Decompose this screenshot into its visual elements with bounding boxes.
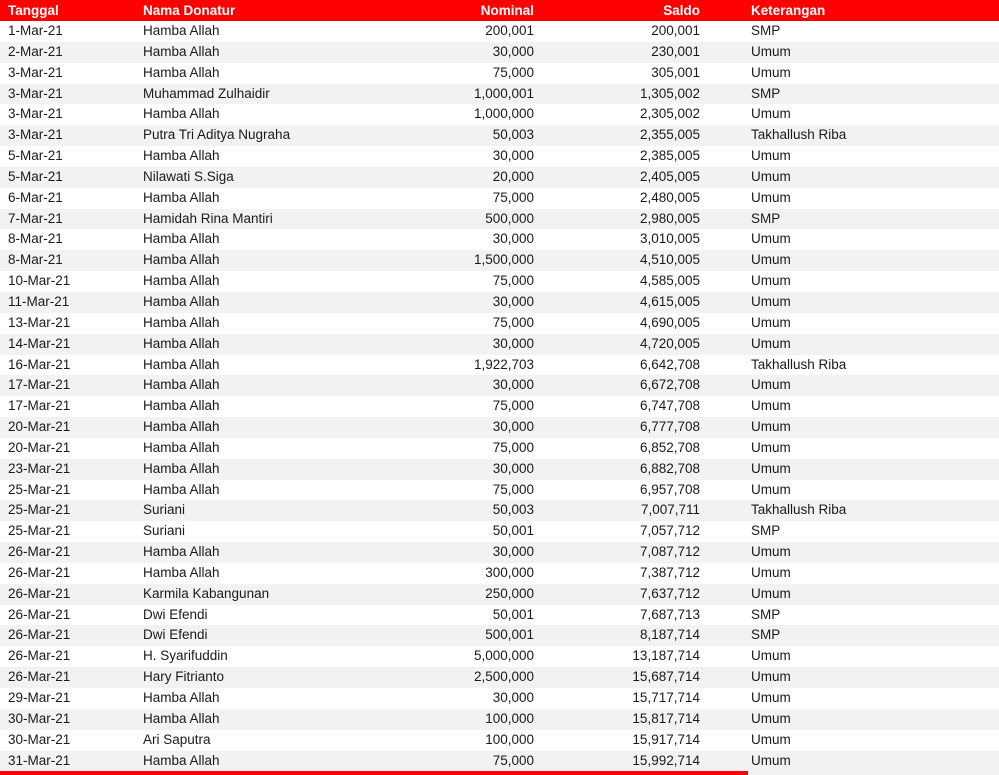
table-row — [0, 438, 999, 459]
cell-keterangan[interactable]: Umum — [751, 731, 791, 747]
cell-tanggal[interactable]: 8-Mar-21 — [8, 252, 63, 268]
cell-tanggal[interactable]: 26-Mar-21 — [8, 585, 71, 601]
cell-keterangan[interactable]: SMP — [751, 606, 781, 622]
cell-keterangan[interactable]: Umum — [751, 439, 791, 455]
table-row — [0, 542, 999, 563]
cell-saldo[interactable]: 3,010,005 — [639, 231, 700, 247]
cell-nominal[interactable]: 500,000 — [485, 210, 534, 226]
cell-nama-donatur[interactable]: Hamba Allah — [143, 148, 220, 164]
table-row — [0, 563, 999, 584]
cell-keterangan[interactable]: SMP — [751, 627, 781, 643]
cell-nama-donatur[interactable]: Hamba Allah — [143, 356, 220, 372]
cell-keterangan[interactable]: Umum — [751, 64, 791, 80]
cell-keterangan[interactable]: SMP — [751, 210, 781, 226]
column-header-tanggal[interactable]: Tanggal — [0, 0, 136, 21]
cell-tanggal[interactable]: 5-Mar-21 — [8, 148, 63, 164]
cell-tanggal[interactable]: 26-Mar-21 — [8, 606, 71, 622]
cell-nominal[interactable]: 30,000 — [492, 43, 534, 59]
cell-tanggal[interactable]: 3-Mar-21 — [8, 85, 63, 101]
table-row — [0, 188, 999, 209]
cell-nama-donatur[interactable]: Hamba Allah — [143, 64, 220, 80]
cell-nominal[interactable]: 5,000,000 — [473, 648, 534, 664]
cell-nominal[interactable]: 75,000 — [492, 64, 534, 80]
cell-tanggal[interactable]: 2-Mar-21 — [8, 43, 63, 59]
cell-keterangan[interactable]: SMP — [751, 85, 781, 101]
cell-nama-donatur[interactable]: Hamba Allah — [143, 252, 220, 268]
cell-keterangan[interactable]: Umum — [751, 106, 791, 122]
cell-keterangan[interactable]: Umum — [751, 252, 791, 268]
cell-nama-donatur[interactable]: Hamba Allah — [143, 460, 220, 476]
table-row — [0, 417, 999, 438]
cell-nama-donatur[interactable]: Suriani — [143, 502, 186, 518]
cell-saldo[interactable]: 2,405,005 — [639, 168, 700, 184]
cell-nama-donatur[interactable]: Nilawati S.Siga — [143, 168, 234, 184]
cell-nominal[interactable]: 30,000 — [492, 231, 534, 247]
table-row — [0, 646, 999, 667]
column-header-saldo[interactable]: Saldo — [536, 0, 702, 21]
cell-keterangan[interactable]: Umum — [751, 710, 791, 726]
cell-nominal[interactable]: 50,003 — [492, 502, 534, 518]
red-bar — [0, 771, 748, 775]
cell-tanggal[interactable]: 10-Mar-21 — [8, 273, 71, 289]
table-header — [0, 0, 999, 21]
cell-keterangan[interactable]: Umum — [751, 648, 791, 664]
cell-keterangan[interactable]: Umum — [751, 564, 791, 580]
table-row — [0, 146, 999, 167]
cell-tanggal[interactable]: 25-Mar-21 — [8, 481, 71, 497]
cell-nominal[interactable]: 75,000 — [492, 481, 534, 497]
cell-saldo[interactable]: 15,992,714 — [632, 752, 700, 768]
table-row — [0, 250, 999, 271]
cell-saldo[interactable]: 2,980,005 — [639, 210, 700, 226]
cell-keterangan[interactable]: Umum — [751, 231, 791, 247]
table-row — [0, 125, 999, 146]
cell-keterangan[interactable]: Umum — [751, 752, 791, 768]
column-header-nama-donatur[interactable]: Nama Donatur — [136, 0, 406, 21]
cell-tanggal[interactable]: 20-Mar-21 — [8, 419, 71, 435]
cell-saldo[interactable]: 13,187,714 — [632, 648, 700, 664]
column-header-nominal[interactable]: Nominal — [406, 0, 536, 21]
cell-nominal[interactable]: 30,000 — [492, 293, 534, 309]
cell-nama-donatur[interactable]: Hamba Allah — [143, 752, 220, 768]
cell-tanggal[interactable]: 1-Mar-21 — [8, 23, 63, 38]
cell-keterangan[interactable]: Umum — [751, 335, 791, 351]
cell-nama-donatur[interactable]: Muhammad Zulhaidir — [143, 85, 270, 101]
cell-nama-donatur[interactable]: Karmila Kabangunan — [143, 585, 270, 601]
cell-tanggal[interactable]: 26-Mar-21 — [8, 669, 71, 685]
cell-saldo[interactable]: 2,355,005 — [639, 127, 700, 143]
cell-saldo[interactable]: 7,007,711 — [640, 502, 700, 518]
cell-nominal[interactable]: 300,000 — [485, 564, 534, 580]
cell-saldo[interactable]: 4,510,005 — [639, 252, 700, 268]
cell-saldo[interactable]: 6,957,708 — [639, 481, 700, 497]
cell-nominal[interactable]: 2,500,000 — [473, 669, 534, 685]
cell-nominal[interactable]: 75,000 — [492, 398, 534, 414]
cell-saldo[interactable]: 2,305,002 — [639, 106, 700, 122]
table-row — [0, 625, 999, 646]
table-row — [0, 229, 999, 250]
cell-nominal[interactable]: 50,003 — [492, 127, 534, 143]
cell-tanggal[interactable]: 30-Mar-21 — [8, 731, 71, 747]
cell-saldo[interactable]: 15,917,714 — [632, 731, 700, 747]
table-row — [0, 459, 999, 480]
cell-saldo[interactable]: 4,720,005 — [639, 335, 700, 351]
cell-keterangan[interactable]: SMP — [751, 523, 781, 539]
cell-keterangan[interactable]: Takhallush Riba — [751, 502, 847, 518]
cell-tanggal[interactable]: 29-Mar-21 — [8, 690, 71, 705]
cell-saldo[interactable]: 4,615,005 — [639, 293, 700, 309]
table-row — [0, 605, 999, 626]
cell-nama-donatur[interactable]: Hary Fitrianto — [143, 669, 225, 685]
cell-nama-donatur[interactable]: Dwi Efendi — [143, 606, 208, 622]
cell-tanggal[interactable]: 7-Mar-21 — [8, 210, 63, 226]
cell-nominal[interactable]: 500,001 — [485, 627, 534, 643]
cell-nominal[interactable]: 30,000 — [492, 544, 534, 560]
cell-saldo[interactable]: 8,187,714 — [639, 627, 700, 643]
cell-nama-donatur[interactable]: Hamba Allah — [143, 564, 220, 580]
cell-nama-donatur[interactable]: Hamba Allah — [143, 690, 220, 705]
cell-keterangan[interactable]: Umum — [751, 273, 791, 289]
cell-nominal[interactable]: 1,922,703 — [473, 356, 534, 372]
cell-keterangan[interactable]: Takhallush Riba — [751, 356, 847, 372]
cell-saldo[interactable]: 15,717,714 — [632, 690, 700, 705]
cell-nama-donatur[interactable]: Hamba Allah — [143, 335, 220, 351]
cell-nominal[interactable]: 20,000 — [492, 168, 534, 184]
table-row — [0, 375, 999, 396]
cell-keterangan[interactable]: Umum — [751, 189, 791, 205]
cell-keterangan[interactable]: Umum — [751, 148, 791, 164]
cell-tanggal[interactable]: 6-Mar-21 — [8, 189, 63, 205]
cell-keterangan[interactable]: SMP — [751, 23, 781, 38]
cell-nominal[interactable]: 30,000 — [492, 377, 534, 393]
cell-tanggal[interactable]: 23-Mar-21 — [8, 460, 71, 476]
table-row — [0, 334, 999, 355]
cell-saldo[interactable]: 4,690,005 — [639, 314, 700, 330]
cell-nominal[interactable]: 75,000 — [492, 439, 534, 455]
table-row — [0, 688, 999, 709]
cell-nominal[interactable]: 100,000 — [485, 731, 534, 747]
cell-saldo[interactable]: 15,687,714 — [632, 669, 700, 685]
cell-nama-donatur[interactable]: Hamba Allah — [143, 23, 220, 38]
cell-keterangan[interactable]: Umum — [751, 544, 791, 560]
table-row — [0, 42, 999, 63]
cell-nama-donatur[interactable]: Hamba Allah — [143, 106, 220, 122]
cell-nama-donatur[interactable]: Hamba Allah — [143, 710, 220, 726]
cell-nominal[interactable]: 30,000 — [492, 335, 534, 351]
cell-saldo[interactable]: 7,687,713 — [639, 606, 700, 622]
cell-nama-donatur[interactable]: Hamba Allah — [143, 398, 220, 414]
cell-nominal[interactable]: 1,000,000 — [473, 106, 534, 122]
cell-nama-donatur[interactable]: Putra Tri Aditya Nugraha — [143, 127, 291, 143]
cell-nama-donatur[interactable]: Hamba Allah — [143, 273, 220, 289]
cell-nominal[interactable]: 250,000 — [485, 585, 534, 601]
table-row — [0, 521, 999, 542]
table-row — [0, 292, 999, 313]
cell-nama-donatur[interactable]: Hamba Allah — [143, 544, 220, 560]
cell-tanggal[interactable]: 5-Mar-21 — [8, 168, 63, 184]
cell-nama-donatur[interactable]: Hamba Allah — [143, 439, 220, 455]
cell-tanggal[interactable]: 8-Mar-21 — [8, 231, 63, 247]
cell-nominal[interactable]: 50,001 — [492, 606, 534, 622]
cell-tanggal[interactable]: 26-Mar-21 — [8, 648, 71, 664]
cell-tanggal[interactable]: 14-Mar-21 — [8, 335, 71, 351]
cell-keterangan[interactable]: Umum — [751, 293, 791, 309]
cell-saldo[interactable]: 230,001 — [651, 43, 700, 59]
cell-saldo[interactable]: 7,057,712 — [639, 523, 700, 539]
cell-tanggal[interactable]: 13-Mar-21 — [8, 314, 71, 330]
cell-nama-donatur[interactable]: Hamba Allah — [143, 481, 220, 497]
cell-saldo[interactable]: 15,817,714 — [632, 710, 700, 726]
cell-tanggal[interactable]: 16-Mar-21 — [8, 356, 71, 372]
cell-nominal[interactable]: 50,001 — [492, 523, 534, 539]
cell-tanggal[interactable]: 3-Mar-21 — [8, 127, 63, 143]
cell-nominal[interactable]: 30,000 — [492, 419, 534, 435]
cell-nominal[interactable]: 1,500,000 — [473, 252, 534, 268]
table-row — [0, 396, 999, 417]
cell-keterangan[interactable]: Umum — [751, 398, 791, 414]
table-row — [0, 584, 999, 605]
cell-tanggal[interactable]: 3-Mar-21 — [8, 106, 63, 122]
cell-saldo[interactable]: 6,882,708 — [639, 460, 700, 476]
table-row — [0, 730, 999, 751]
cell-tanggal[interactable]: 17-Mar-21 — [8, 377, 71, 393]
cell-saldo[interactable]: 6,747,708 — [639, 398, 700, 414]
cell-keterangan[interactable]: Umum — [751, 168, 791, 184]
cell-nama-donatur[interactable]: Hamba Allah — [143, 231, 220, 247]
header-row — [0, 0, 999, 21]
cell-nominal[interactable]: 100,000 — [485, 710, 534, 726]
cell-tanggal[interactable]: 26-Mar-21 — [8, 627, 71, 643]
table-row — [0, 271, 999, 292]
table-row — [0, 667, 999, 688]
cell-nama-donatur[interactable]: Dwi Efendi — [143, 627, 208, 643]
table-row — [0, 500, 999, 521]
cell-nominal[interactable]: 200,001 — [485, 23, 534, 38]
cell-keterangan[interactable]: Takhallush Riba — [751, 127, 847, 143]
next-section-header-strip — [0, 771, 999, 775]
cell-tanggal[interactable]: 3-Mar-21 — [8, 64, 63, 80]
cell-nominal[interactable]: 75,000 — [492, 314, 534, 330]
table-body — [0, 21, 999, 771]
cell-saldo[interactable]: 1,305,002 — [639, 85, 700, 101]
table-row — [0, 313, 999, 334]
table-row — [0, 355, 999, 376]
cell-saldo[interactable]: 6,852,708 — [639, 439, 700, 455]
cell-nama-donatur[interactable]: Hamba Allah — [143, 377, 220, 393]
table-row — [0, 709, 999, 730]
cell-nominal[interactable]: 75,000 — [492, 273, 534, 289]
cell-saldo[interactable]: 305,001 — [651, 64, 700, 80]
cell-keterangan[interactable]: Umum — [751, 690, 791, 705]
cell-keterangan[interactable]: Umum — [751, 460, 791, 476]
cell-saldo[interactable]: 2,385,005 — [639, 148, 700, 164]
table-row — [0, 751, 999, 772]
cell-nama-donatur[interactable]: Suriani — [143, 523, 186, 539]
cell-saldo[interactable]: 7,387,712 — [639, 564, 700, 580]
cell-nominal[interactable]: 30,000 — [492, 460, 534, 476]
cell-tanggal[interactable]: 25-Mar-21 — [8, 502, 71, 518]
cell-tanggal[interactable]: 26-Mar-21 — [8, 564, 71, 580]
cell-keterangan[interactable]: Umum — [751, 43, 791, 59]
cell-nama-donatur[interactable]: Hamba Allah — [143, 293, 220, 309]
cell-nominal[interactable]: 75,000 — [492, 752, 534, 768]
cell-saldo[interactable]: 6,672,708 — [639, 377, 700, 393]
cell-keterangan[interactable]: Umum — [751, 419, 791, 435]
cell-saldo[interactable]: 7,637,712 — [639, 585, 700, 601]
cell-tanggal[interactable]: 26-Mar-21 — [8, 544, 71, 560]
table-row — [0, 209, 999, 230]
column-header-keterangan[interactable]: Keterangan — [702, 0, 999, 21]
table-row — [0, 84, 999, 105]
cell-tanggal[interactable]: 11-Mar-21 — [8, 293, 70, 309]
cell-nominal[interactable]: 30,000 — [492, 690, 534, 705]
cell-nominal[interactable]: 75,000 — [492, 189, 534, 205]
cell-keterangan[interactable]: Umum — [751, 585, 791, 601]
cell-keterangan[interactable]: Umum — [751, 314, 791, 330]
table-row — [0, 104, 999, 125]
cell-nama-donatur[interactable]: H. Syarifuddin — [143, 648, 228, 664]
cell-tanggal[interactable]: 25-Mar-21 — [8, 523, 71, 539]
cell-saldo[interactable]: 7,087,712 — [639, 544, 700, 560]
cell-saldo[interactable]: 200,001 — [651, 23, 700, 38]
cell-keterangan[interactable]: Umum — [751, 669, 791, 685]
cell-nama-donatur[interactable]: Hamba Allah — [143, 314, 220, 330]
cell-saldo[interactable]: 2,480,005 — [639, 189, 700, 205]
cell-nominal[interactable]: 1,000,001 — [473, 85, 534, 101]
cell-saldo[interactable]: 4,585,005 — [639, 273, 700, 289]
cell-keterangan[interactable]: Umum — [751, 377, 791, 393]
cell-keterangan[interactable]: Umum — [751, 481, 791, 497]
table-row — [0, 63, 999, 84]
cell-tanggal[interactable]: 20-Mar-21 — [8, 439, 71, 455]
cell-nama-donatur[interactable]: Hamba Allah — [143, 419, 220, 435]
table-row — [0, 480, 999, 501]
cell-tanggal[interactable]: 31-Mar-21 — [8, 752, 71, 768]
cell-nama-donatur[interactable]: Ari Saputra — [143, 731, 211, 747]
cell-nama-donatur[interactable]: Hamidah Rina Mantiri — [143, 210, 273, 226]
cell-tanggal[interactable]: 17-Mar-21 — [8, 398, 71, 414]
cell-saldo[interactable]: 6,642,708 — [639, 356, 700, 372]
cell-nama-donatur[interactable]: Hamba Allah — [143, 189, 220, 205]
cell-tanggal[interactable]: 30-Mar-21 — [8, 710, 71, 726]
cell-saldo[interactable]: 6,777,708 — [639, 419, 700, 435]
cell-nominal[interactable]: 30,000 — [492, 148, 534, 164]
table-row — [0, 21, 999, 42]
cell-nama-donatur[interactable]: Hamba Allah — [143, 43, 220, 59]
table-row — [0, 167, 999, 188]
